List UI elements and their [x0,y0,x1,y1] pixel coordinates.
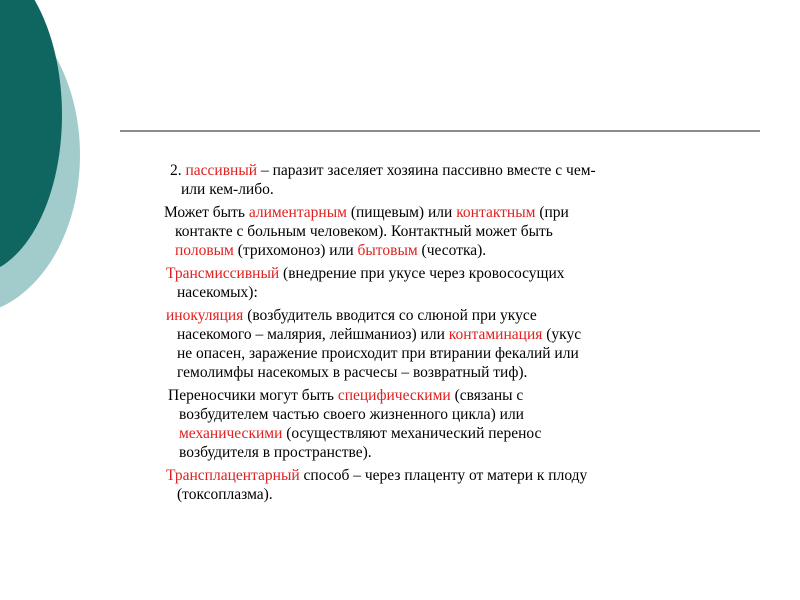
text-run: или кем-либо. [181,181,274,198]
text-line [166,306,756,325]
text-run: насекомых): [177,284,258,301]
paragraph-passive-transmission [170,161,756,199]
text-run: (возбудитель вводится со слюной при укусе [243,307,537,324]
highlighted-term: пассивный [185,162,258,179]
paragraph-transmissive [166,264,756,302]
text-run: (при [535,204,569,221]
slide-body-text [166,161,756,508]
text-run: возбудителем частью своего жизненного цикла) или [179,406,524,423]
text-line [170,180,756,199]
text-run: контакте с больным человеком). Контактный может быть [175,223,553,240]
title-divider-line [120,130,760,132]
highlighted-term: механическими [179,425,283,442]
highlighted-term: специфическими [337,387,451,404]
text-run: (укус [542,326,582,343]
text-line [168,424,756,443]
paragraph-transplacental [166,466,756,504]
highlighted-term: контактным [456,204,536,221]
highlighted-term: Трансплацентарный [166,467,300,484]
paragraph-vectors [168,386,756,462]
text-run: (связаны с [450,387,524,404]
text-line [170,161,756,180]
highlighted-term: инокуляция [166,307,244,324]
paragraph-alimentary-contact [164,203,756,260]
text-line [166,283,756,302]
text-line [168,386,756,405]
text-line [168,443,756,462]
text-run: 2. [170,162,186,179]
text-line [166,264,756,283]
text-run: (внедрение при укусе через кровососущих [279,265,565,282]
highlighted-term: контаминация [448,326,543,343]
text-run: (пищевым) или [346,204,457,221]
text-run: (токсоплазма). [177,486,273,503]
text-line [166,485,756,504]
text-line [166,344,756,363]
text-line [166,466,756,485]
text-line [168,405,756,424]
text-run: не опасен, заражение происходит при втирании фекалий или [177,345,579,362]
text-run: возбудителя в пространстве). [179,444,372,461]
text-run: гемолимфы насекомых в расчесы – возвратный тиф). [177,364,528,381]
text-line [164,241,756,260]
highlighted-term: половым [175,242,234,259]
text-line [164,203,756,222]
text-line [164,222,756,241]
highlighted-term: алиментарным [248,204,347,221]
text-run: (осуществляют механический перенос [282,425,542,442]
highlighted-term: Трансмиссивный [166,265,280,282]
text-run: (чесотка). [417,242,487,259]
paragraph-inoculation-contamination [166,306,756,382]
text-line [166,363,756,382]
text-run: Может быть [164,204,249,221]
text-run: способ – через плаценту от матери к плоду [299,467,588,484]
highlighted-term: бытовым [357,242,418,259]
text-line [166,325,756,344]
text-run: – паразит заселяет хозяина пассивно вместе с чем- [257,162,596,179]
text-run: (трихомоноз) или [233,242,358,259]
text-run: насекомого – малярия, лейшманиоз) или [177,326,449,343]
text-run: Переносчики могут быть [168,387,338,404]
